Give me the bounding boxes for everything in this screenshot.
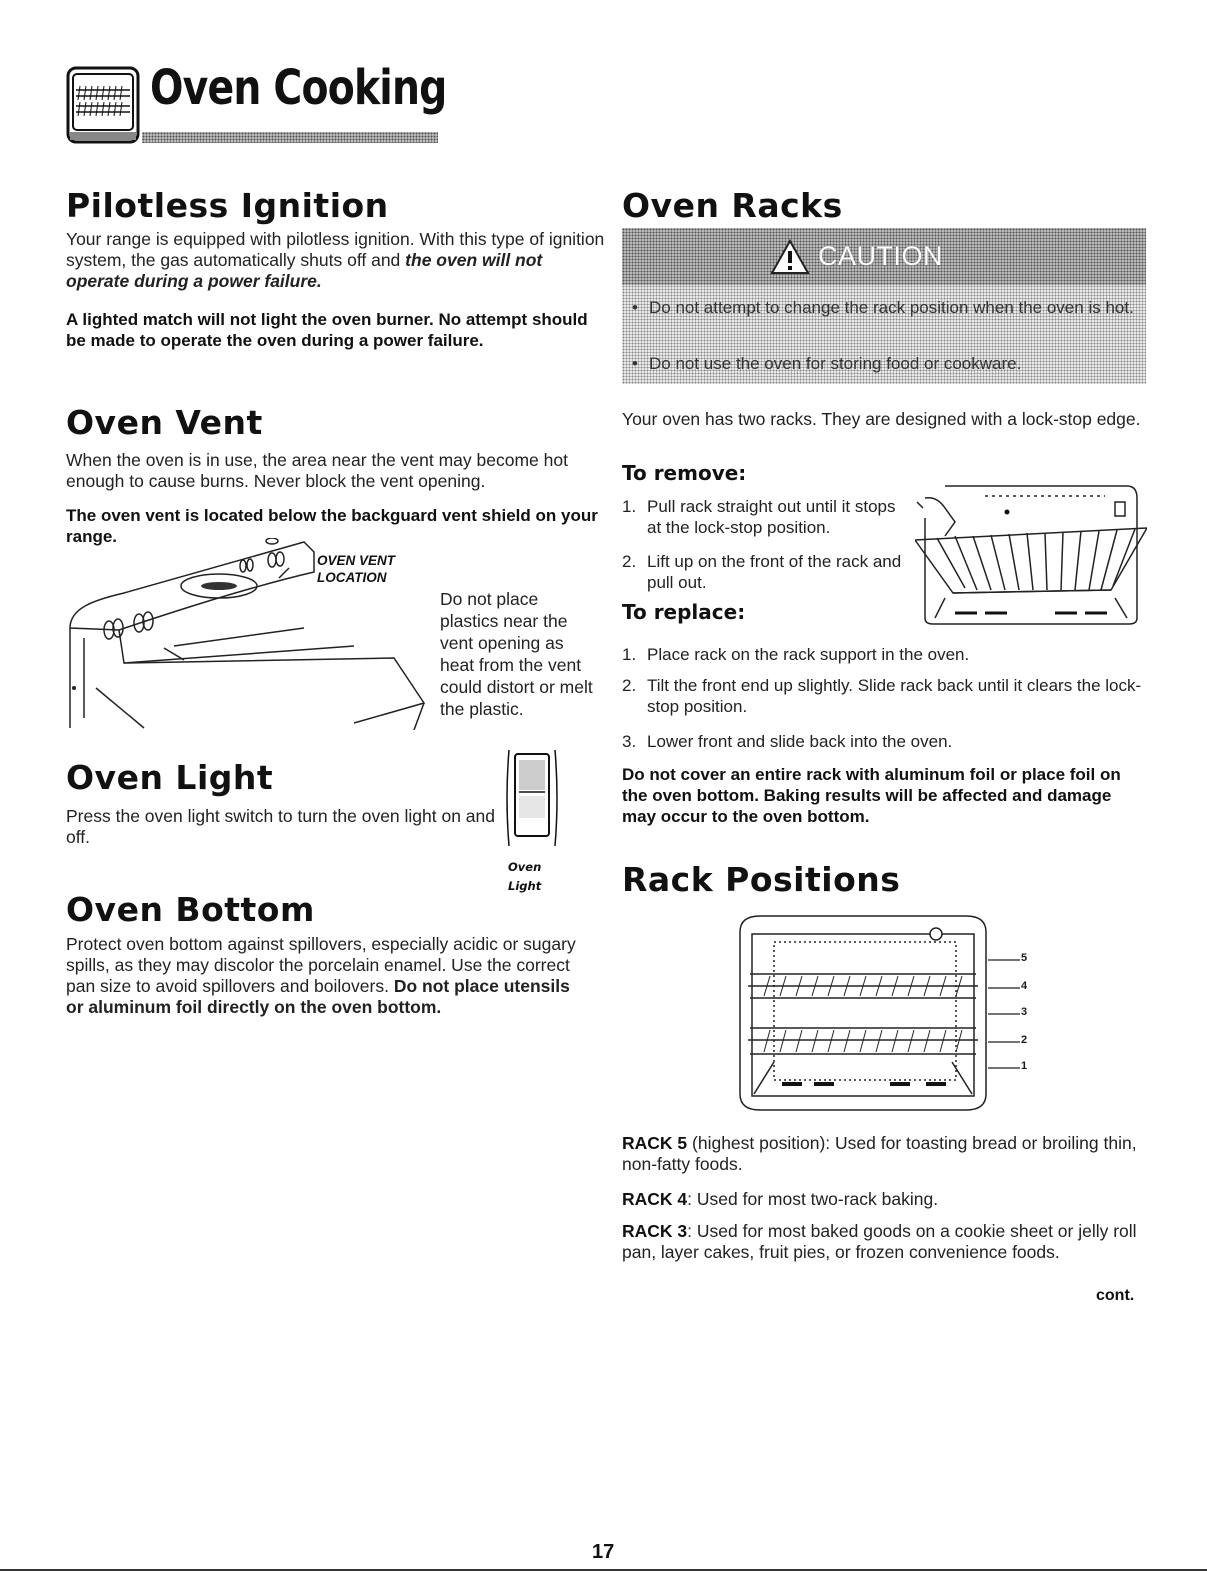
replace-step-3-text: Lower front and slide back into the oven. — [647, 732, 953, 751]
caution-item-1-text: Do not attempt to change the rack position when the oven is hot. — [649, 298, 1134, 317]
oven-light-heading: Oven Light — [66, 758, 274, 797]
remove-step-2-text: Lift up on the front of the rack and pull out. — [647, 552, 902, 592]
pilotless-body: Your range is equipped with pilotless ignition. With this type of ignition system, the gas automatically shuts off and — [66, 229, 605, 270]
rack-positions-heading: Rack Positions — [622, 860, 901, 899]
rack-3-description — [622, 1221, 1147, 1263]
footer-rule — [0, 1569, 1207, 1571]
oven-light-caption-line-2: Light — [508, 879, 542, 893]
replace-step-3-number: 3. — [622, 732, 637, 751]
replace-step-2-number: 2. — [622, 676, 637, 695]
rack-positions-illustration — [730, 912, 1040, 1114]
rack-5-text: (highest position): Used for toasting bread or broiling thin, non-fatty foods. — [622, 1133, 1137, 1174]
continued-label: cont. — [1096, 1287, 1135, 1304]
pilotless-ignition-heading: Pilotless Ignition — [66, 186, 389, 225]
replace-step-1-number: 1. — [622, 645, 637, 664]
page-title: Oven Cooking — [150, 60, 447, 116]
caution-item-2-text: Do not use the oven for storing food or cookware. — [649, 354, 1022, 373]
rack-3-text: : Used for most baked goods on a cookie sheet or jelly roll pan, layer cakes, fruit pies, or frozen convenience foods. — [622, 1221, 1137, 1262]
remove-step-1-text: Pull rack straight out until it stops at the lock-stop position. — [647, 497, 896, 537]
oven-bottom-warning: Do not place utensils or aluminum foil directly on the oven bottom. — [66, 976, 570, 1017]
page-number: 17 — [592, 1541, 615, 1563]
rack-position-label-4: 4 — [1021, 980, 1028, 992]
oven-bottom-heading: Oven Bottom — [66, 890, 315, 929]
oven-light-switch-icon — [505, 748, 559, 848]
rack-4-label: RACK 4 — [622, 1189, 688, 1209]
to-remove-heading: To remove: — [622, 461, 747, 485]
vent-location-label-line-2: LOCATION — [317, 570, 387, 585]
caution-box: CAUTION • Do not attempt to change the rack position when the oven is hot. • Do not use the oven for storing food or cookware. — [622, 228, 1146, 384]
rack-position-label-5: 5 — [1021, 952, 1028, 964]
rack-4-description — [622, 1189, 1147, 1210]
oven-light-caption-line-1: Oven — [508, 860, 542, 874]
oven-racks-intro: Your oven has two racks. They are designed with a lock-stop edge. — [622, 409, 1141, 429]
replace-step-1-text: Place rack on the rack support in the oven. — [647, 645, 970, 664]
rack-3-label: RACK 3 — [622, 1221, 688, 1241]
oven-vent-text: When the oven is in use, the area near the vent may become hot enough to cause burns. Never block the vent opening. — [66, 450, 568, 491]
oven-light-text: Press the oven light switch to turn the oven light on and off. — [66, 806, 496, 847]
oven-vent-location-text: The oven vent is located below the backguard vent shield on your range. — [66, 506, 598, 546]
remove-step-1-number: 1. — [622, 497, 637, 516]
pilotless-ignition-text — [66, 229, 606, 292]
warning-triangle-icon — [770, 239, 810, 275]
to-replace-heading: To replace: — [622, 600, 746, 624]
pilotless-warning: A lighted match will not light the oven burner. No attempt should be made to operate the oven during a power failure. — [66, 310, 588, 350]
remove-step-2-number: 2. — [622, 552, 637, 571]
caution-title: CAUTION — [818, 241, 943, 271]
oven-racks-heading: Oven Racks — [622, 186, 843, 225]
rack-4-text: : Used for most two-rack baking. — [687, 1189, 939, 1209]
replace-step-2-text: Tilt the front end up slightly. Slide rack back until it clears the lock-stop position. — [647, 676, 1142, 716]
pilotless-emphasis: the oven will not operate during a power failure. — [66, 250, 543, 291]
oven-vent-heading: Oven Vent — [66, 403, 263, 442]
oven-bottom-body: Protect oven bottom against spillovers, especially acidic or sugary spills, as they may discolor the porcelain enamel. Use the correct pan size to avoid spillovers and boilovers. — [66, 934, 576, 996]
vent-location-label — [317, 552, 395, 586]
vent-location-label-line-1: OVEN VENT — [317, 553, 396, 568]
rack-5-label: RACK 5 — [622, 1133, 688, 1153]
oven-icon — [66, 66, 140, 146]
aluminum-foil-warning: Do not cover an entire rack with aluminum foil or place foil on the oven bottom. Baking results will be affected and damage may occur to the oven bottom. — [622, 765, 1121, 826]
rack-removal-illustration — [915, 478, 1147, 628]
vent-plastics-note: Do not place plastics near the vent opening as heat from the vent could distort or melt the plastic. — [440, 589, 593, 719]
rack-5-description — [622, 1133, 1147, 1175]
oven-light-caption — [508, 858, 541, 896]
title-underline — [142, 132, 438, 143]
rack-position-label-3: 3 — [1021, 1006, 1028, 1018]
oven-bottom-text — [66, 934, 586, 1018]
rack-position-label-2: 2 — [1021, 1034, 1028, 1046]
rack-position-label-1: 1 — [1021, 1060, 1028, 1072]
